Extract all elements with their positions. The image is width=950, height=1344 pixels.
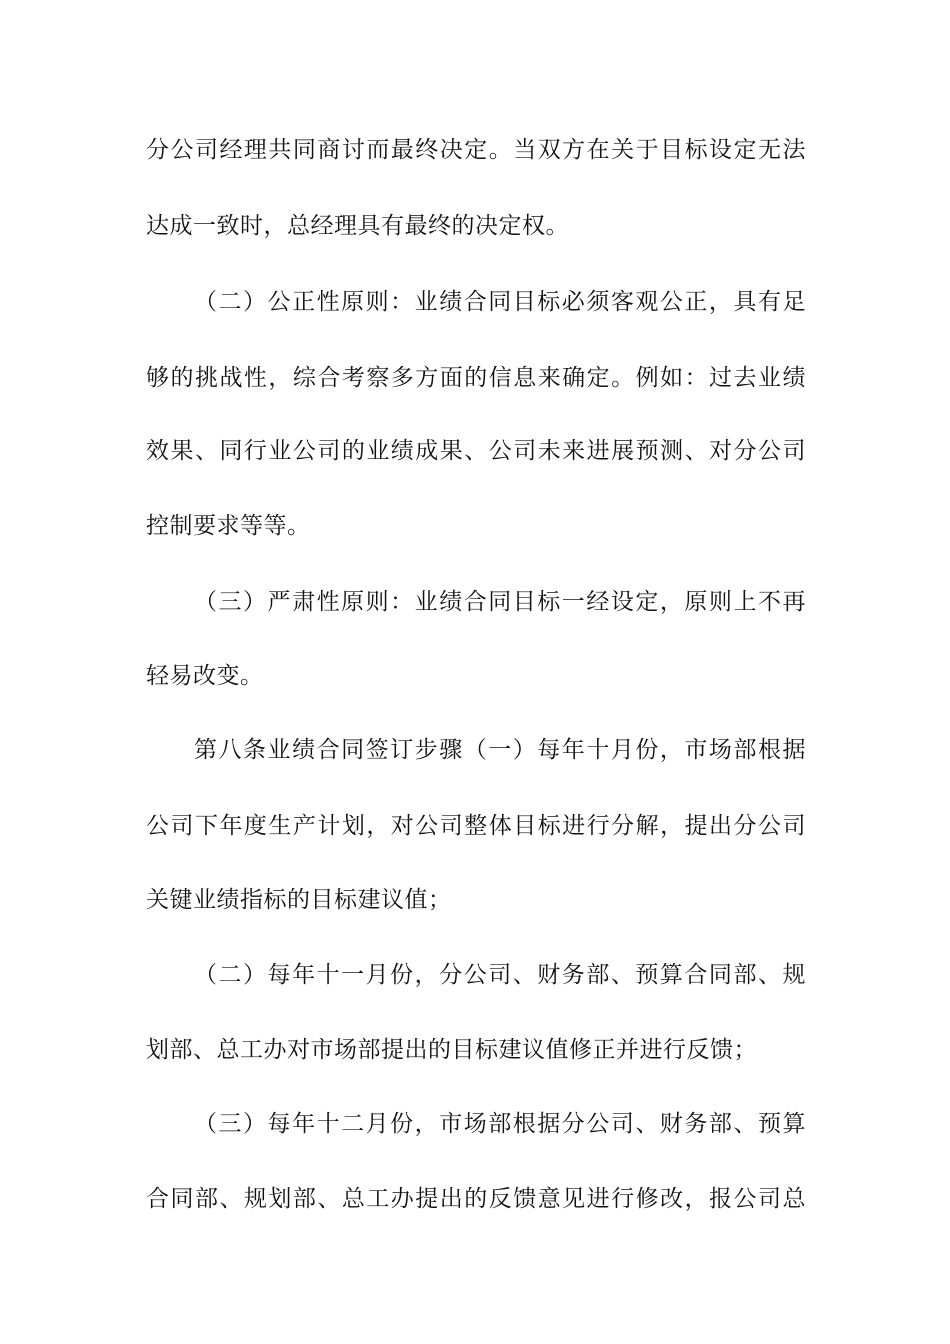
paragraph-line: 关键业绩指标的目标建议值； xyxy=(146,887,452,913)
paragraph-line: 公司下年度生产计划，对公司整体目标进行分解，提出分公司 xyxy=(146,813,806,839)
paragraph-line: 划部、总工办对市场部提出的目标建议值修正并进行反馈； xyxy=(146,1037,757,1063)
paragraph-line: （二）公正性原则：业绩合同目标必须客观公正，具有足 xyxy=(194,289,806,315)
paragraph-line: 合同部、规划部、总工办提出的反馈意见进行修改，报公司总 xyxy=(146,1186,806,1212)
paragraph-line: 轻易改变。 xyxy=(146,663,264,689)
paragraph-line: 够的挑战性，综合考察多方面的信息来确定。例如：过去业绩 xyxy=(146,365,806,391)
paragraph-line: （三）每年十二月份，市场部根据分公司、财务部、预算 xyxy=(194,1111,806,1137)
paragraph-line: （二）每年十一月份，分公司、财务部、预算合同部、规 xyxy=(194,962,806,988)
paragraph-line: 第八条业绩合同签订步骤（一）每年十月份，市场部根据 xyxy=(194,737,806,763)
paragraph-line: （三）严肃性原则：业绩合同目标一经设定，原则上不再 xyxy=(194,589,806,615)
paragraph-line: 控制要求等等。 xyxy=(146,513,311,539)
paragraph-line: 分公司经理共同商讨而最终决定。当双方在关于目标设定无法 xyxy=(146,137,806,163)
paragraph-line: 效果、同行业公司的业绩成果、公司未来进展预测、对分公司 xyxy=(146,438,806,464)
paragraph-line: 达成一致时，总经理具有最终的决定权。 xyxy=(146,213,569,239)
